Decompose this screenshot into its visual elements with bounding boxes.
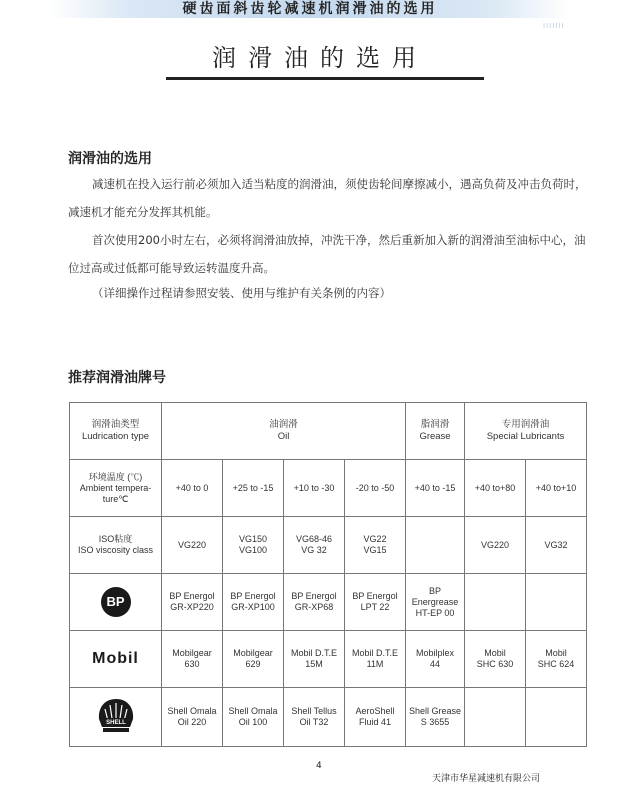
table-row-mobil	[70, 631, 587, 688]
top-banner: 硬齿面斜齿轮减速机润滑油的选用	[50, 0, 570, 18]
bp-cell	[345, 574, 406, 631]
iso-label-cn: ISO粘度	[98, 534, 133, 544]
mobil-value: SHC 630	[476, 659, 514, 669]
temp-label-cn: 环境温度 (℃)	[88, 471, 143, 482]
paragraph-1: 减速机在投入运行前必须加入适当粘度的润滑油，须使齿轮间摩擦减小，遇高负荷及冲击负荷时，减速机才能充分发挥其机能。	[68, 177, 587, 219]
iso-cell	[526, 517, 587, 574]
mobil-value: Mobil	[545, 648, 567, 658]
bp-cell	[526, 574, 587, 631]
special-label-en: Special Lubricants	[486, 431, 565, 442]
shell-value: Shell Tellus	[291, 706, 337, 716]
oil-label-cn: 油润滑	[269, 419, 298, 430]
temp-cell: +40 to -15	[406, 460, 465, 517]
temp-cell: +25 to -15	[223, 460, 284, 517]
shell-value: AeroShell	[355, 706, 395, 716]
shell-value: Shell Omala	[228, 706, 278, 716]
bp-cell	[223, 574, 284, 631]
mobil-value: 15M	[305, 659, 323, 669]
mobil-value: Mobilgear	[172, 648, 212, 658]
temp-label-cell	[70, 460, 162, 517]
iso-cell	[406, 517, 465, 574]
bp-value: LPT 22	[360, 602, 390, 612]
iso-value: VG100	[238, 545, 268, 555]
lubricant-table	[69, 402, 587, 747]
bp-cell	[284, 574, 345, 631]
mobil-logo-cell	[70, 631, 162, 688]
bp-value: BP Energol	[352, 591, 398, 601]
shell-value: S 3655	[420, 717, 450, 727]
mobil-cell	[162, 631, 223, 688]
company-name: 天津市华星减速机有限公司	[432, 774, 541, 784]
iso-value: VG32	[544, 539, 568, 550]
temp-cell: +10 to -30	[284, 460, 345, 517]
iso-value: VG220	[481, 539, 510, 550]
bp-value: BP Energol	[169, 591, 215, 601]
mobil-value: Mobil D.T.E	[290, 648, 337, 658]
iso-value: VG22	[363, 534, 387, 544]
bp-value: HT-EP 00	[415, 607, 455, 618]
section-heading-lubricant-selection: 润滑油的选用	[68, 151, 152, 167]
page-title: 润滑油的选用	[212, 44, 428, 72]
table-row-bp	[70, 574, 587, 631]
mobil-value: 629	[245, 659, 261, 669]
bp-value: BP Energrease	[411, 585, 459, 607]
mobil-value: 630	[184, 659, 200, 669]
shell-cell	[526, 688, 587, 747]
mobil-cell	[406, 631, 465, 688]
temp-cell: -20 to -50	[345, 460, 406, 517]
title-rule	[166, 77, 484, 80]
iso-cell	[345, 517, 406, 574]
iso-cell	[162, 517, 223, 574]
shell-cell	[223, 688, 284, 747]
mobil-cell	[223, 631, 284, 688]
iso-value: VG150	[238, 534, 268, 544]
type-label-en: Ludrication type	[81, 431, 150, 442]
grease-label-en: Grease	[419, 431, 451, 442]
bp-value: BP Energol	[291, 591, 337, 601]
mobil-logo: Mobil	[92, 649, 139, 667]
paragraph-2: 首次使用200小时左右，必须将润滑油放掉，冲洗干净，然后重新加入新的润滑油至油标中心，油位过高或过低都可能导致运转温度升高。	[68, 233, 586, 275]
mobil-value: Mobilplex	[416, 648, 455, 658]
shell-value: Oil 220	[177, 717, 207, 727]
temp-cell: +40 to+80	[465, 460, 526, 517]
bp-value: GR-XP100	[231, 602, 275, 612]
shell-value: Oil 100	[238, 717, 268, 727]
mobil-value: Mobilgear	[233, 648, 273, 658]
shell-logo-text: SHELL	[105, 719, 126, 726]
table-row-shell	[70, 688, 587, 747]
mobil-value: 44	[430, 659, 441, 669]
shell-cell	[406, 688, 465, 747]
iso-value: VG68-46	[295, 534, 333, 544]
shell-logo-cell	[70, 688, 162, 747]
section-heading-recommended-brands: 推荐润滑油牌号	[68, 370, 166, 386]
iso-label-cell	[70, 517, 162, 574]
bp-logo: BP	[101, 587, 131, 617]
grease-label-cn: 脂润滑	[420, 419, 450, 430]
shell-value: Shell Grease	[409, 706, 462, 716]
brand-mark: IIIIIII	[543, 22, 565, 30]
mobil-value: 11M	[366, 659, 384, 669]
type-header-cell	[70, 403, 162, 460]
table-row-iso	[70, 517, 587, 574]
mobil-cell	[284, 631, 345, 688]
special-header-cell	[465, 403, 587, 460]
bp-cell	[162, 574, 223, 631]
iso-label-en: ISO viscosity class	[77, 545, 153, 555]
shell-cell	[345, 688, 406, 747]
type-label-cn: 润滑油类型	[91, 419, 140, 430]
bp-cell	[406, 574, 465, 631]
temp-cell: +40 to 0	[162, 460, 223, 517]
note-text: （详细操作过程请参照安装、使用与维护有关条例的内容）	[92, 286, 391, 300]
shell-cell	[284, 688, 345, 747]
iso-value: VG15	[363, 545, 387, 555]
grease-header-cell	[406, 403, 465, 460]
oil-header-cell	[162, 403, 406, 460]
mobil-cell	[345, 631, 406, 688]
shell-value: Fluid 41	[358, 717, 392, 727]
mobil-value: SHC 624	[537, 659, 575, 669]
bp-value: BP Energol	[230, 591, 276, 601]
mobil-value: Mobil D.T.E	[352, 648, 399, 658]
shell-logo-icon	[96, 697, 136, 735]
mobil-value: Mobil	[484, 648, 506, 658]
mobil-cell	[465, 631, 526, 688]
oil-label-en: Oil	[277, 431, 290, 442]
special-label-cn: 专用润滑油	[501, 419, 550, 430]
page-number: 4	[316, 761, 322, 771]
shell-cell	[465, 688, 526, 747]
iso-value: VG 32	[301, 545, 327, 555]
iso-value: VG220	[177, 539, 207, 550]
bp-value: GR-XP220	[170, 602, 214, 612]
iso-cell	[223, 517, 284, 574]
iso-cell	[465, 517, 526, 574]
temp-cell: +40 to+10	[526, 460, 587, 517]
iso-cell	[284, 517, 345, 574]
shell-cell	[162, 688, 223, 747]
temp-label-en: Ambient tempera-ture℃	[79, 482, 152, 504]
table-row-temperature	[70, 460, 587, 517]
table-header-row	[70, 403, 587, 460]
shell-value: Shell Omala	[167, 706, 217, 716]
bp-cell	[465, 574, 526, 631]
shell-value: Oil T32	[299, 717, 329, 727]
bp-value: GR-XP68	[294, 602, 334, 612]
bp-logo-cell	[70, 574, 162, 631]
mobil-cell	[526, 631, 587, 688]
